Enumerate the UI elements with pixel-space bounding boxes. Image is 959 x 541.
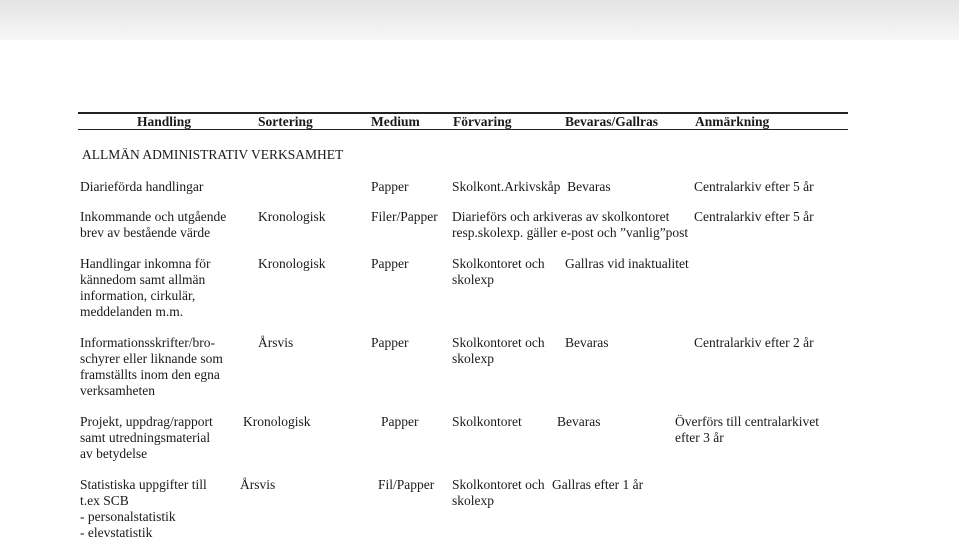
cell-forvaring: resp.skolexp. gäller e-post och ”vanlig”post <box>452 225 689 240</box>
cell-handling: Projekt, uppdrag/rapport <box>80 414 213 429</box>
cell-forvaring: Diarieförs och arkiveras av skolkontoret <box>452 209 670 224</box>
cell-forvaring: Skolkontoret <box>452 414 522 429</box>
cell-medium: Papper <box>371 179 409 194</box>
cell-sortering: Årsvis <box>258 335 294 350</box>
cell-handling: information, cirkulär, <box>80 288 196 303</box>
cell-handling: Informationsskrifter/bro- <box>80 335 215 350</box>
cell-handling: framställts inom den egna <box>80 367 220 382</box>
cell-handling: - personalstatistik <box>80 509 176 524</box>
cell-medium: Filer/Papper <box>371 209 438 224</box>
cell-medium: Fil/Papper <box>378 477 435 492</box>
cell-bevaras: Bevaras <box>557 414 601 429</box>
cell-handling: - elevstatistik <box>80 525 153 540</box>
cell-handling: Inkommande och utgående <box>80 209 227 224</box>
cell-forvaring: Skolkontoret och <box>452 477 545 492</box>
cell-handling: verksamheten <box>80 383 155 398</box>
cell-handling: Handlingar inkomna för <box>80 256 211 271</box>
cell-sortering: Kronologisk <box>243 414 311 429</box>
cell-handling: schyrer eller liknande som <box>80 351 223 366</box>
cell-forvaring: Skolkontoret och <box>452 256 545 271</box>
cell-forvaring: Skolkontoret och <box>452 335 545 350</box>
cell-forvaring: skolexp <box>452 351 494 366</box>
header-medium: Medium <box>371 114 420 129</box>
cell-anmarkning: efter 3 år <box>675 430 724 445</box>
cell-bevaras: Bevaras <box>565 335 609 350</box>
cell-medium: Papper <box>371 256 409 271</box>
cell-handling: t.ex SCB <box>80 493 129 508</box>
cell-forvaring: Skolkont.Arkivskåp Bevaras <box>452 179 611 194</box>
cell-handling: meddelanden m.m. <box>80 304 184 319</box>
header-handling: Handling <box>137 114 192 129</box>
cell-anmarkning: Överförs till centralarkivet <box>675 414 819 429</box>
cell-anmarkning: Centralarkiv efter 2 år <box>694 335 814 350</box>
cell-forvaring: skolexp <box>452 493 494 508</box>
cell-sortering: Kronologisk <box>258 209 326 224</box>
header-sortering: Sortering <box>258 114 313 129</box>
cell-handling: kännedom samt allmän <box>80 272 206 287</box>
cell-handling: av betydelse <box>80 446 148 461</box>
cell-anmarkning: Centralarkiv efter 5 år <box>694 179 814 194</box>
header-bevaras-gallras: Bevaras/Gallras <box>565 114 658 129</box>
cell-bevaras: Gallras vid inaktualitet <box>565 256 689 271</box>
cell-forvaring: skolexp <box>452 272 494 287</box>
cell-handling: Diarieförda handlingar <box>80 179 204 194</box>
cell-handling: Statistiska uppgifter till <box>80 477 207 492</box>
cell-handling: brev av bestående värde <box>80 225 211 240</box>
page-top-band <box>0 0 959 40</box>
header-forvaring: Förvaring <box>453 114 512 129</box>
cell-medium: Papper <box>371 335 409 350</box>
cell-sortering: Årsvis <box>240 477 276 492</box>
cell-handling: samt utredningsmaterial <box>80 430 211 445</box>
header-anmarkning: Anmärkning <box>695 114 770 129</box>
cell-anmarkning: Centralarkiv efter 5 år <box>694 209 814 224</box>
cell-sortering: Kronologisk <box>258 256 326 271</box>
cell-bevaras: Gallras efter 1 år <box>552 477 644 492</box>
cell-medium: Papper <box>381 414 419 429</box>
section-title: ALLMÄN ADMINISTRATIV VERKSAMHET <box>82 147 344 162</box>
